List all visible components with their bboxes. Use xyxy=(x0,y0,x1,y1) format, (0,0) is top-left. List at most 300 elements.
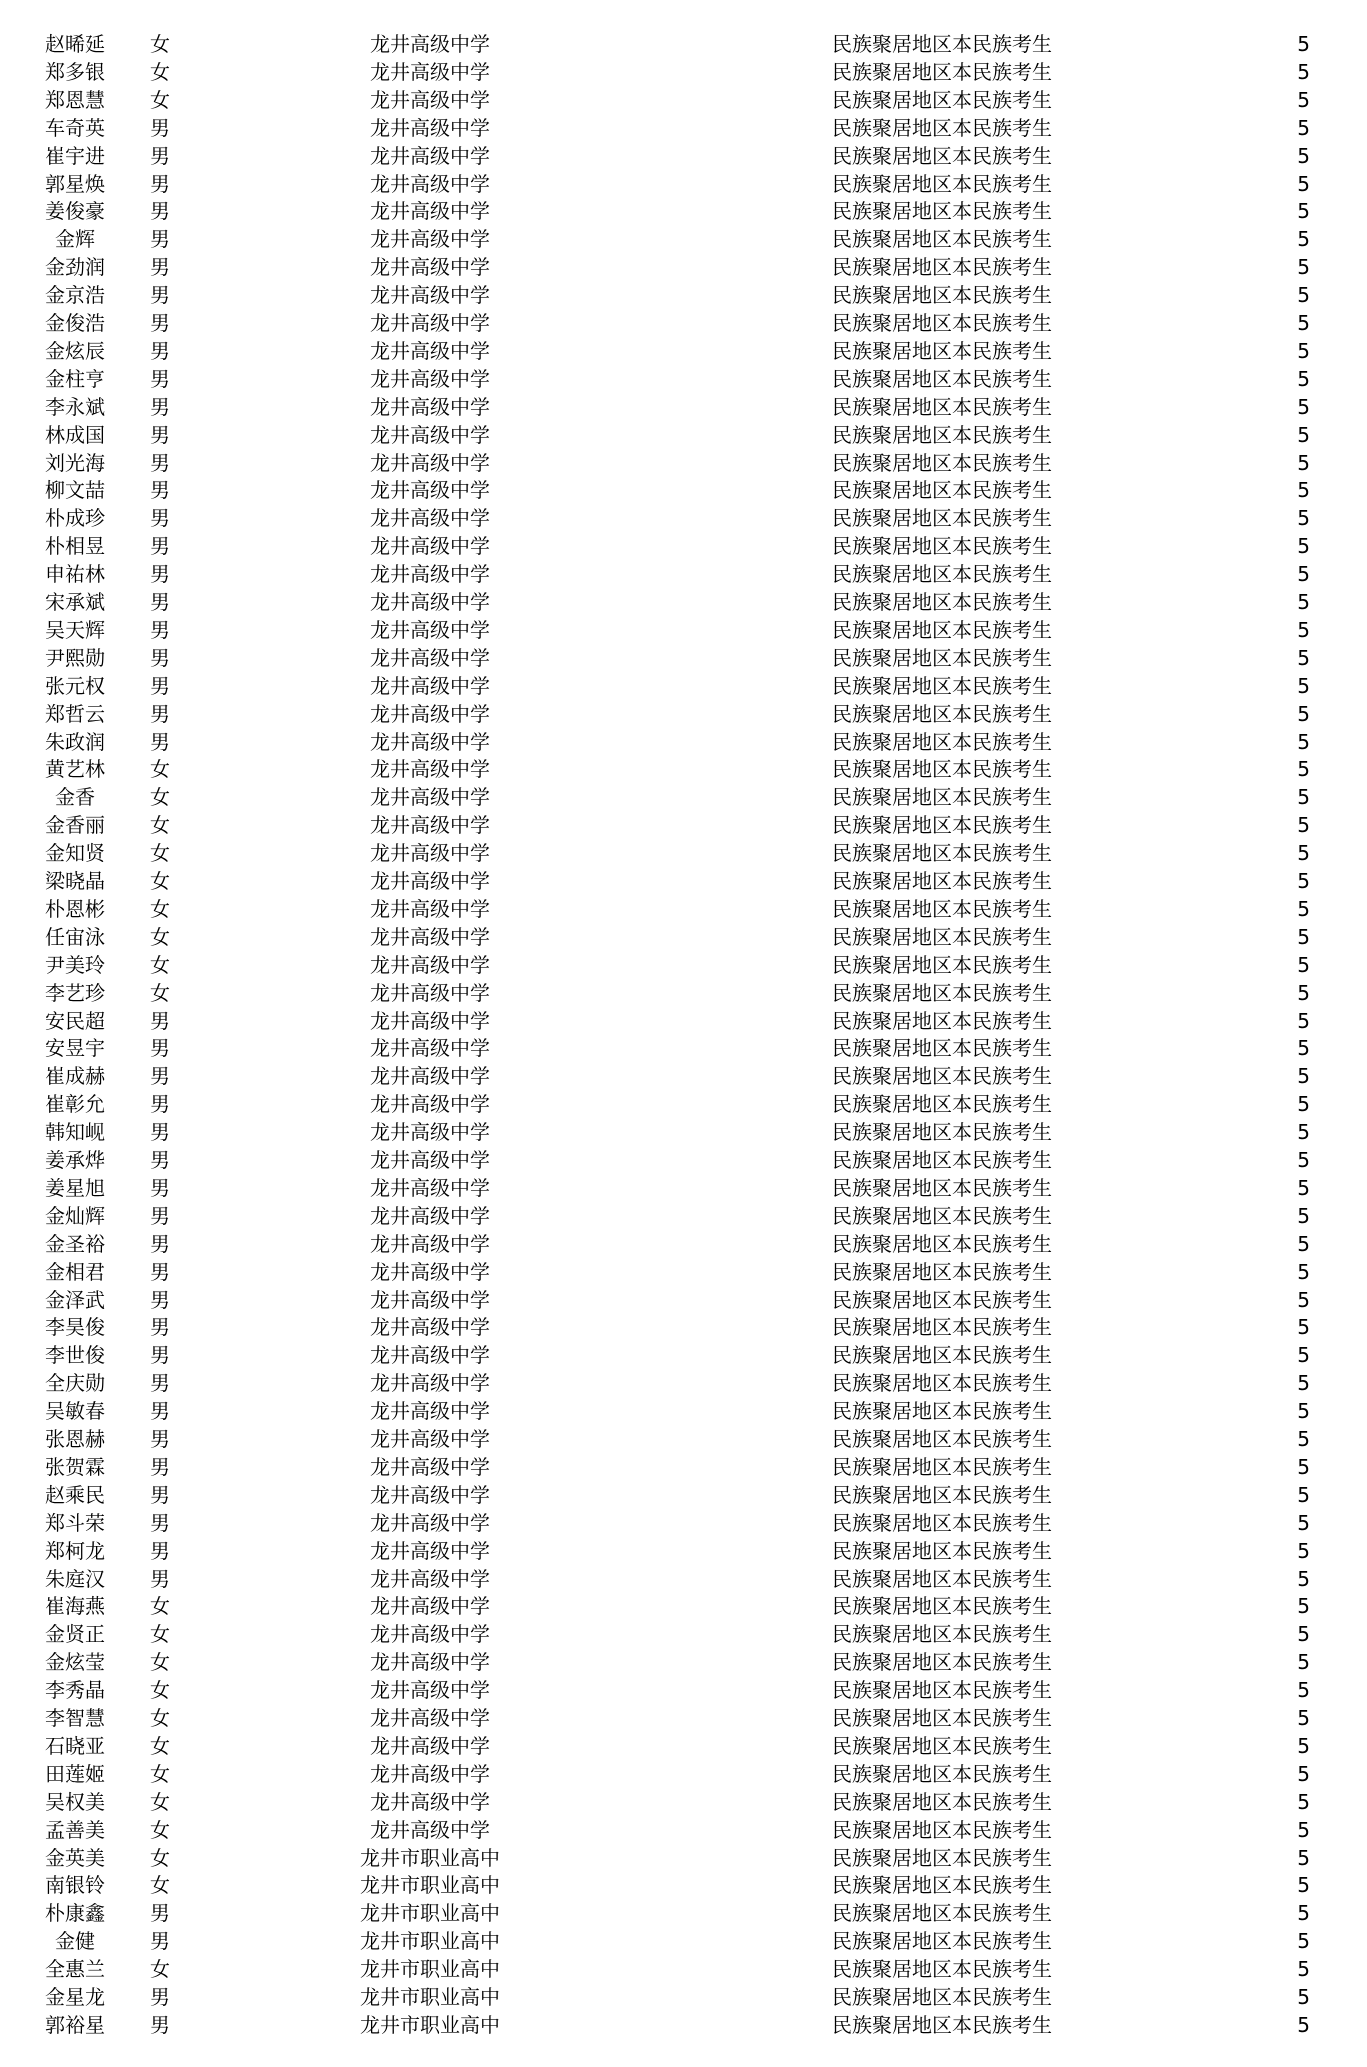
student-name: 李秀晶 xyxy=(45,1678,105,1703)
school-name: 龙井高级中学 xyxy=(370,478,490,503)
student-gender: 男 xyxy=(150,1901,170,1926)
table-row xyxy=(0,1230,1367,1258)
student-name: 郭裕星 xyxy=(45,2012,105,2037)
student-name: 金灿辉 xyxy=(45,1203,105,1228)
table-row xyxy=(0,644,1367,672)
bonus-points: 5 xyxy=(1297,1175,1310,1200)
student-gender: 男 xyxy=(150,1120,170,1145)
bonus-points: 5 xyxy=(1297,841,1310,866)
school-name: 龙井高级中学 xyxy=(370,1789,490,1814)
table-row xyxy=(0,1286,1367,1314)
table-row xyxy=(0,1899,1367,1927)
student-name: 姜星旭 xyxy=(45,1175,105,1200)
student-gender: 女 xyxy=(150,896,170,921)
bonus-points: 5 xyxy=(1297,785,1310,810)
student-name: 吴权美 xyxy=(45,1789,105,1814)
student-name: 金香 xyxy=(55,785,95,810)
bonus-points: 5 xyxy=(1297,1789,1310,1814)
school-name: 龙井高级中学 xyxy=(370,952,490,977)
applicant-category: 民族聚居地区本民族考生 xyxy=(832,1482,1052,1507)
school-name: 龙井高级中学 xyxy=(370,1287,490,1312)
school-name: 龙井高级中学 xyxy=(370,673,490,698)
applicant-category: 民族聚居地区本民族考生 xyxy=(832,199,1052,224)
school-name: 龙井高级中学 xyxy=(370,1203,490,1228)
bonus-points: 5 xyxy=(1297,506,1310,531)
bonus-points: 5 xyxy=(1297,1259,1310,1284)
student-gender: 女 xyxy=(150,980,170,1005)
applicant-category: 民族聚居地区本民族考生 xyxy=(832,1454,1052,1479)
school-name: 龙井高级中学 xyxy=(370,366,490,391)
student-name: 安昱宇 xyxy=(45,1036,105,1061)
table-row xyxy=(0,755,1367,783)
school-name: 龙井高级中学 xyxy=(370,1678,490,1703)
applicant-category: 民族聚居地区本民族考生 xyxy=(832,1706,1052,1730)
bonus-points: 5 xyxy=(1297,422,1310,447)
bonus-points: 5 xyxy=(1297,1622,1310,1647)
student-gender: 男 xyxy=(150,115,170,140)
bonus-points: 5 xyxy=(1297,1538,1310,1563)
student-gender: 男 xyxy=(150,422,170,447)
applicant-category: 民族聚居地区本民族考生 xyxy=(832,1985,1052,2009)
student-name: 车奇英 xyxy=(45,115,105,140)
bonus-points: 5 xyxy=(1297,1427,1310,1451)
student-name: 金俊浩 xyxy=(45,311,105,335)
bonus-points: 5 xyxy=(1297,590,1310,614)
student-name: 金炫莹 xyxy=(45,1650,105,1675)
student-gender: 女 xyxy=(150,87,170,112)
student-gender: 男 xyxy=(150,338,170,363)
student-gender: 男 xyxy=(150,1008,170,1033)
student-gender: 男 xyxy=(150,255,170,280)
bonus-points: 5 xyxy=(1297,255,1310,280)
student-name: 孟善美 xyxy=(45,1817,105,1842)
table-row xyxy=(0,337,1367,365)
school-name: 龙井高级中学 xyxy=(370,757,490,782)
bonus-points: 5 xyxy=(1297,199,1310,224)
bonus-points: 5 xyxy=(1297,478,1310,503)
school-name: 龙井高级中学 xyxy=(370,1120,490,1145)
bonus-points: 5 xyxy=(1297,924,1310,949)
school-name: 龙井高级中学 xyxy=(370,422,490,447)
table-row xyxy=(0,588,1367,616)
student-gender: 女 xyxy=(150,32,170,56)
student-name: 黄艺林 xyxy=(45,757,105,782)
student-gender: 男 xyxy=(150,1566,170,1591)
applicant-category: 民族聚居地区本民族考生 xyxy=(832,1901,1052,1926)
school-name: 龙井市职业高中 xyxy=(360,1901,500,1926)
table-row xyxy=(0,1592,1367,1620)
bonus-points: 5 xyxy=(1297,757,1310,782)
applicant-category: 民族聚居地区本民族考生 xyxy=(832,1761,1052,1786)
student-name: 姜俊豪 xyxy=(45,199,105,224)
bonus-points: 5 xyxy=(1297,1510,1310,1535)
student-gender: 男 xyxy=(150,1985,170,2009)
bonus-points: 5 xyxy=(1297,283,1310,308)
table-row xyxy=(0,476,1367,504)
bonus-points: 5 xyxy=(1297,394,1310,419)
student-name: 朱政润 xyxy=(45,729,105,754)
table-row xyxy=(0,839,1367,867)
bonus-points: 5 xyxy=(1297,366,1310,391)
student-name: 安民超 xyxy=(45,1008,105,1033)
student-name: 南银铃 xyxy=(45,1873,105,1898)
table-row xyxy=(0,1007,1367,1035)
table-row xyxy=(0,672,1367,700)
applicant-category: 民族聚居地区本民族考生 xyxy=(832,87,1052,112)
student-name: 崔宇进 xyxy=(45,143,105,168)
student-name: 金辉 xyxy=(55,227,95,252)
applicant-category: 民族聚居地区本民族考生 xyxy=(832,394,1052,419)
table-row xyxy=(0,170,1367,198)
school-name: 龙井高级中学 xyxy=(370,1399,490,1424)
applicant-category: 民族聚居地区本民族考生 xyxy=(832,1817,1052,1842)
bonus-points: 5 xyxy=(1297,1817,1310,1842)
student-name: 金圣裕 xyxy=(45,1231,105,1256)
applicant-category: 民族聚居地区本民族考生 xyxy=(832,1678,1052,1703)
student-gender: 男 xyxy=(150,1287,170,1312)
school-name: 龙井高级中学 xyxy=(370,227,490,252)
student-gender: 男 xyxy=(150,283,170,308)
school-name: 龙井高级中学 xyxy=(370,1538,490,1563)
bonus-points: 5 xyxy=(1297,1482,1310,1507)
student-name: 金京浩 xyxy=(45,283,105,308)
student-name: 张贺霖 xyxy=(45,1454,105,1479)
student-gender: 男 xyxy=(150,534,170,559)
bonus-points: 5 xyxy=(1297,1566,1310,1591)
bonus-points: 5 xyxy=(1297,813,1310,838)
table-row xyxy=(0,700,1367,728)
bonus-points: 5 xyxy=(1297,338,1310,363)
bonus-points: 5 xyxy=(1297,115,1310,140)
school-name: 龙井高级中学 xyxy=(370,1594,490,1619)
student-name: 朱庭汉 xyxy=(45,1566,105,1591)
student-name: 张恩赫 xyxy=(45,1427,105,1451)
applicant-category: 民族聚居地区本民族考生 xyxy=(832,171,1052,196)
applicant-category: 民族聚居地区本民族考生 xyxy=(832,1287,1052,1312)
school-name: 龙井高级中学 xyxy=(370,1092,490,1117)
student-gender: 男 xyxy=(150,1343,170,1368)
applicant-category: 民族聚居地区本民族考生 xyxy=(832,701,1052,726)
bonus-points: 5 xyxy=(1297,1008,1310,1033)
bonus-points: 5 xyxy=(1297,1845,1310,1870)
applicant-category: 民族聚居地区本民族考生 xyxy=(832,1566,1052,1591)
student-gender: 男 xyxy=(150,1399,170,1424)
school-name: 龙井高级中学 xyxy=(370,283,490,308)
student-gender: 女 xyxy=(150,1594,170,1619)
table-row xyxy=(0,197,1367,225)
student-gender: 男 xyxy=(150,645,170,670)
school-name: 龙井高级中学 xyxy=(370,1231,490,1256)
school-name: 龙井高级中学 xyxy=(370,506,490,531)
school-name: 龙井高级中学 xyxy=(370,1315,490,1340)
student-gender: 女 xyxy=(150,1650,170,1675)
school-name: 龙井高级中学 xyxy=(370,701,490,726)
bonus-points: 5 xyxy=(1297,1203,1310,1228)
applicant-category: 民族聚居地区本民族考生 xyxy=(832,1622,1052,1647)
table-row xyxy=(0,532,1367,560)
bonus-points: 5 xyxy=(1297,1343,1310,1368)
bonus-points: 5 xyxy=(1297,1678,1310,1703)
table-row xyxy=(0,1174,1367,1202)
applicant-category: 民族聚居地区本民族考生 xyxy=(832,757,1052,782)
applicant-category: 民族聚居地区本民族考生 xyxy=(832,1845,1052,1870)
student-name: 吴天辉 xyxy=(45,617,105,642)
student-name: 朴成珍 xyxy=(45,506,105,531)
student-name: 郑多银 xyxy=(45,59,105,84)
school-name: 龙井高级中学 xyxy=(370,896,490,921)
student-gender: 女 xyxy=(150,869,170,893)
student-name: 李智慧 xyxy=(45,1706,105,1730)
student-gender: 女 xyxy=(150,757,170,782)
student-name: 李昊俊 xyxy=(45,1315,105,1340)
bonus-points: 5 xyxy=(1297,1231,1310,1256)
school-name: 龙井高级中学 xyxy=(370,534,490,559)
table-row xyxy=(0,1620,1367,1648)
student-gender: 男 xyxy=(150,729,170,754)
table-row xyxy=(0,504,1367,532)
table-row xyxy=(0,867,1367,895)
student-gender: 男 xyxy=(150,617,170,642)
bonus-points: 5 xyxy=(1297,673,1310,698)
school-name: 龙井高级中学 xyxy=(370,1650,490,1675)
school-name: 龙井高级中学 xyxy=(370,590,490,614)
school-name: 龙井高级中学 xyxy=(370,1008,490,1033)
school-name: 龙井高级中学 xyxy=(370,311,490,335)
table-row xyxy=(0,1118,1367,1146)
student-name: 郑斗荣 xyxy=(45,1510,105,1535)
student-name: 梁晓晶 xyxy=(45,869,105,893)
table-row xyxy=(0,811,1367,839)
student-name: 田莲姬 xyxy=(45,1761,105,1786)
student-name: 尹美玲 xyxy=(45,952,105,977)
applicant-category: 民族聚居地区本民族考生 xyxy=(832,673,1052,698)
school-name: 龙井高级中学 xyxy=(370,869,490,893)
school-name: 龙井高级中学 xyxy=(370,1036,490,1061)
applicant-category: 民族聚居地区本民族考生 xyxy=(832,1092,1052,1117)
applicant-category: 民族聚居地区本民族考生 xyxy=(832,1371,1052,1396)
student-gender: 女 xyxy=(150,1845,170,1870)
student-name: 吴敏春 xyxy=(45,1399,105,1424)
table-row xyxy=(0,1034,1367,1062)
bonus-points: 5 xyxy=(1297,1371,1310,1396)
student-gender: 男 xyxy=(150,450,170,475)
student-name: 林成国 xyxy=(45,422,105,447)
student-gender: 男 xyxy=(150,1203,170,1228)
applicant-category: 民族聚居地区本民族考生 xyxy=(832,785,1052,810)
table-row xyxy=(0,1704,1367,1732)
student-gender: 女 xyxy=(150,1873,170,1898)
bonus-points: 5 xyxy=(1297,869,1310,893)
bonus-points: 5 xyxy=(1297,227,1310,252)
applicant-category: 民族聚居地区本民族考生 xyxy=(832,534,1052,559)
applicant-category: 民族聚居地区本民族考生 xyxy=(832,283,1052,308)
school-name: 龙井高级中学 xyxy=(370,115,490,140)
bonus-points: 5 xyxy=(1297,1873,1310,1898)
school-name: 龙井高级中学 xyxy=(370,338,490,363)
bonus-points: 5 xyxy=(1297,562,1310,587)
student-name: 金健 xyxy=(55,1929,95,1954)
student-name: 张元权 xyxy=(45,673,105,698)
applicant-category: 民族聚居地区本民族考生 xyxy=(832,422,1052,447)
student-name: 郭星焕 xyxy=(45,171,105,196)
student-gender: 女 xyxy=(150,59,170,84)
applicant-category: 民族聚居地区本民族考生 xyxy=(832,1064,1052,1089)
student-gender: 女 xyxy=(150,1789,170,1814)
school-name: 龙井市职业高中 xyxy=(360,1929,500,1954)
student-name: 金知贤 xyxy=(45,841,105,866)
table-row xyxy=(0,560,1367,588)
applicant-category: 民族聚居地区本民族考生 xyxy=(832,1733,1052,1758)
table-row xyxy=(0,1425,1367,1453)
applicant-category: 民族聚居地区本民族考生 xyxy=(832,506,1052,531)
student-gender: 男 xyxy=(150,701,170,726)
applicant-category: 民族聚居地区本民族考生 xyxy=(832,32,1052,56)
bonus-points: 5 xyxy=(1297,952,1310,977)
bonus-points: 5 xyxy=(1297,1957,1310,1982)
student-name: 李艺珍 xyxy=(45,980,105,1005)
table-row xyxy=(0,1927,1367,1955)
bonus-points: 5 xyxy=(1297,1733,1310,1758)
student-name: 金相君 xyxy=(45,1259,105,1284)
applicant-category: 民族聚居地区本民族考生 xyxy=(832,143,1052,168)
school-name: 龙井高级中学 xyxy=(370,813,490,838)
school-name: 龙井高级中学 xyxy=(370,1175,490,1200)
table-row xyxy=(0,1788,1367,1816)
student-gender: 男 xyxy=(150,1538,170,1563)
student-name: 金贤正 xyxy=(45,1622,105,1647)
bonus-points: 5 xyxy=(1297,143,1310,168)
applicant-category: 民族聚居地区本民族考生 xyxy=(832,2012,1052,2037)
school-name: 龙井高级中学 xyxy=(370,729,490,754)
school-name: 龙井市职业高中 xyxy=(360,1957,500,1982)
student-name: 赵乘民 xyxy=(45,1482,105,1507)
table-row xyxy=(0,923,1367,951)
school-name: 龙井高级中学 xyxy=(370,87,490,112)
table-row xyxy=(0,114,1367,142)
student-name: 金炫辰 xyxy=(45,338,105,363)
school-name: 龙井高级中学 xyxy=(370,255,490,280)
school-name: 龙井高级中学 xyxy=(370,1733,490,1758)
table-row xyxy=(0,142,1367,170)
student-gender: 女 xyxy=(150,1733,170,1758)
student-gender: 女 xyxy=(150,924,170,949)
table-row xyxy=(0,1369,1367,1397)
bonus-points: 5 xyxy=(1297,1036,1310,1061)
bonus-points: 5 xyxy=(1297,32,1310,56)
table-row xyxy=(0,253,1367,281)
table-row xyxy=(0,225,1367,253)
bonus-points: 5 xyxy=(1297,729,1310,754)
applicant-category: 民族聚居地区本民族考生 xyxy=(832,1008,1052,1033)
applicant-category: 民族聚居地区本民族考生 xyxy=(832,1427,1052,1451)
student-gender: 男 xyxy=(150,1929,170,1954)
table-row xyxy=(0,1537,1367,1565)
bonus-points: 5 xyxy=(1297,1706,1310,1730)
school-name: 龙井高级中学 xyxy=(370,450,490,475)
bonus-points: 5 xyxy=(1297,617,1310,642)
applicant-category: 民族聚居地区本民族考生 xyxy=(832,645,1052,670)
school-name: 龙井高级中学 xyxy=(370,1148,490,1172)
student-gender: 男 xyxy=(150,1371,170,1396)
table-row xyxy=(0,365,1367,393)
student-gender: 男 xyxy=(150,1482,170,1507)
student-name: 金劲润 xyxy=(45,255,105,280)
applicant-category: 民族聚居地区本民族考生 xyxy=(832,227,1052,252)
applicant-category: 民族聚居地区本民族考生 xyxy=(832,1343,1052,1368)
table-row xyxy=(0,783,1367,811)
bonus-points: 5 xyxy=(1297,1287,1310,1312)
table-row xyxy=(0,1844,1367,1872)
student-name: 崔海燕 xyxy=(45,1594,105,1619)
student-gender: 男 xyxy=(150,1259,170,1284)
table-row xyxy=(0,281,1367,309)
bonus-points: 5 xyxy=(1297,1650,1310,1675)
student-gender: 男 xyxy=(150,1427,170,1451)
table-row xyxy=(0,979,1367,1007)
table-row xyxy=(0,1146,1367,1174)
student-gender: 女 xyxy=(150,1622,170,1647)
applicant-category: 民族聚居地区本民族考生 xyxy=(832,1231,1052,1256)
table-row xyxy=(0,1481,1367,1509)
student-gender: 男 xyxy=(150,1315,170,1340)
table-row xyxy=(0,1955,1367,1983)
table-row xyxy=(0,1871,1367,1899)
school-name: 龙井市职业高中 xyxy=(360,2012,500,2037)
applicant-category: 民族聚居地区本民族考生 xyxy=(832,255,1052,280)
student-gender: 男 xyxy=(150,1064,170,1089)
student-name: 金星龙 xyxy=(45,1985,105,2009)
student-gender: 男 xyxy=(150,673,170,698)
student-gender: 女 xyxy=(150,1957,170,1982)
student-gender: 男 xyxy=(150,1148,170,1172)
school-name: 龙井高级中学 xyxy=(370,1566,490,1591)
student-name: 金泽武 xyxy=(45,1287,105,1312)
bonus-points: 5 xyxy=(1297,1120,1310,1145)
table-row xyxy=(0,1090,1367,1118)
table-row xyxy=(0,895,1367,923)
bonus-points: 5 xyxy=(1297,1092,1310,1117)
applicant-category: 民族聚居地区本民族考生 xyxy=(832,562,1052,587)
table-row xyxy=(0,421,1367,449)
applicant-category: 民族聚居地区本民族考生 xyxy=(832,1315,1052,1340)
applicant-category: 民族聚居地区本民族考生 xyxy=(832,115,1052,140)
bonus-points: 5 xyxy=(1297,1454,1310,1479)
school-name: 龙井高级中学 xyxy=(370,785,490,810)
bonus-points: 5 xyxy=(1297,1901,1310,1926)
applicant-category: 民族聚居地区本民族考生 xyxy=(832,896,1052,921)
applicant-category: 民族聚居地区本民族考生 xyxy=(832,1789,1052,1814)
table-row xyxy=(0,951,1367,979)
school-name: 龙井高级中学 xyxy=(370,841,490,866)
school-name: 龙井高级中学 xyxy=(370,1622,490,1647)
student-name: 崔彰允 xyxy=(45,1092,105,1117)
student-name: 韩知岘 xyxy=(45,1120,105,1145)
table-row xyxy=(0,1509,1367,1537)
applicant-category: 民族聚居地区本民族考生 xyxy=(832,729,1052,754)
bonus-points: 5 xyxy=(1297,1064,1310,1089)
table-row xyxy=(0,1816,1367,1844)
student-gender: 女 xyxy=(150,841,170,866)
student-name: 金香丽 xyxy=(45,813,105,838)
applicant-category: 民族聚居地区本民族考生 xyxy=(832,813,1052,838)
student-gender: 女 xyxy=(150,785,170,810)
applicant-category: 民族聚居地区本民族考生 xyxy=(832,617,1052,642)
school-name: 龙井高级中学 xyxy=(370,1064,490,1089)
table-row xyxy=(0,1760,1367,1788)
student-name: 金英美 xyxy=(45,1845,105,1870)
bonus-points: 5 xyxy=(1297,1315,1310,1340)
student-name: 郑恩慧 xyxy=(45,87,105,112)
